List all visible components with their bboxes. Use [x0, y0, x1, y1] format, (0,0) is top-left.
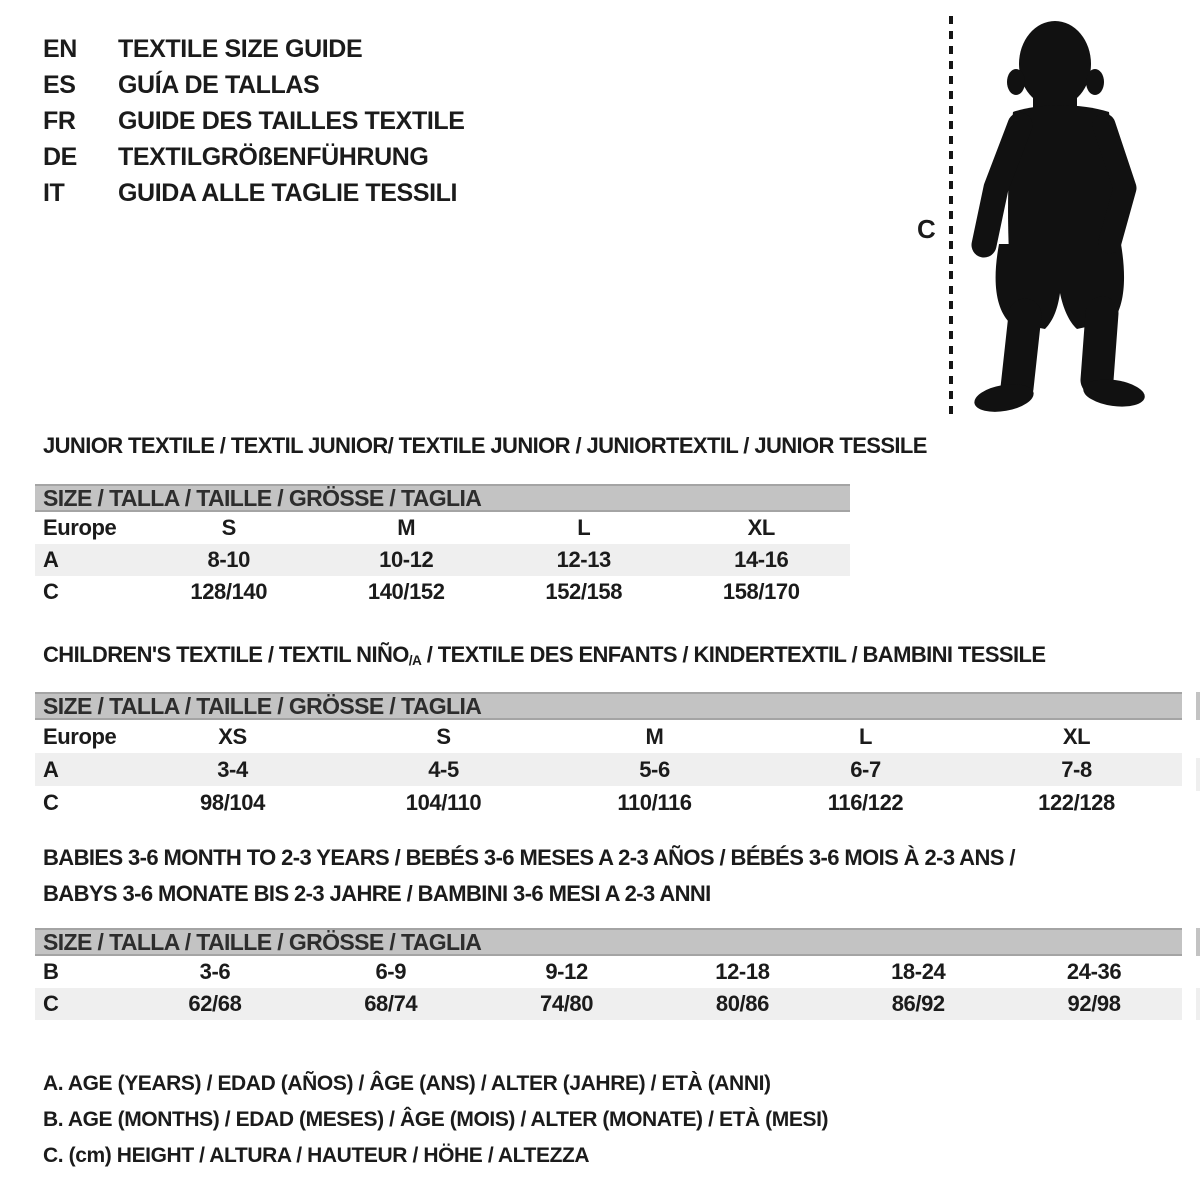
language-row-fr	[43, 103, 465, 139]
table-edge-sliver	[1196, 758, 1200, 791]
measure-c-label: C	[917, 214, 936, 244]
table-row-europe	[35, 720, 1182, 753]
row-label: B	[43, 959, 59, 984]
language-code: FR	[43, 106, 76, 135]
children-size-table	[35, 692, 1182, 819]
table-row-height	[35, 786, 1182, 819]
language-code: DE	[43, 142, 77, 171]
language-code: ES	[43, 70, 76, 99]
size-cell: S	[221, 515, 236, 540]
age-cell: 12-13	[556, 547, 611, 572]
children-title-sub: /A	[408, 653, 422, 668]
table-edge-sliver	[1196, 692, 1200, 720]
age-cell: 7-8	[1061, 756, 1092, 782]
months-cell: 3-6	[199, 959, 231, 984]
months-cell: 6-9	[375, 959, 407, 984]
table-edge-sliver	[1196, 988, 1200, 1020]
language-title: GUÍA DE TALLAS	[118, 70, 320, 99]
height-cell: 80/86	[715, 991, 769, 1016]
language-title: GUIDE DES TAILLES TEXTILE	[118, 106, 465, 135]
age-cell: 8-10	[207, 547, 250, 572]
row-label: A	[43, 547, 59, 572]
age-cell: 6-7	[850, 756, 881, 782]
height-cell: 104/110	[405, 789, 482, 815]
age-cell: 3-4	[217, 756, 248, 782]
row-label: Europe	[43, 723, 117, 749]
measurement-figure	[905, 10, 1185, 422]
legend-line-c: C. (cm) HEIGHT / ALTURA / HAUTEUR / HÖHE / ALTEZZA	[43, 1144, 590, 1167]
row-label: C	[43, 789, 59, 815]
height-cell: 140/152	[367, 579, 445, 604]
toddler-silhouette-icon	[963, 12, 1158, 417]
height-cell: 68/74	[364, 991, 418, 1016]
row-label: Europe	[43, 515, 117, 540]
row-label: A	[43, 756, 59, 782]
table-row-height	[35, 988, 1182, 1020]
size-header-band: SIZE / TALLA / TAILLE / GRÖSSE / TAGLIA	[35, 928, 1182, 956]
table-row-age	[35, 544, 850, 576]
legend-line-a: A. AGE (YEARS) / EDAD (AÑOS) / ÂGE (ANS) / ALTER (JAHRE) / ETÀ (ANNI)	[43, 1072, 771, 1095]
table-edge-sliver	[1196, 928, 1200, 956]
children-title-pre: CHILDREN'S TEXTILE / TEXTIL NIÑO	[43, 642, 409, 667]
months-cell: 18-24	[891, 959, 946, 984]
table-row-age	[35, 753, 1182, 786]
height-cell: 98/104	[200, 789, 265, 815]
height-cell: 62/68	[188, 991, 242, 1016]
language-title: TEXTILE SIZE GUIDE	[118, 34, 363, 63]
height-cell: 86/92	[891, 991, 945, 1016]
size-header-band: SIZE / TALLA / TAILLE / GRÖSSE / TAGLIA	[35, 484, 850, 512]
measurement-legend	[43, 1066, 828, 1174]
months-cell: 12-18	[715, 959, 770, 984]
size-cell: XS	[218, 723, 247, 749]
language-row-it	[43, 175, 465, 211]
language-row-de	[43, 139, 465, 175]
language-title: GUIDA ALLE TAGLIE TESSILI	[118, 178, 458, 207]
height-cell: 122/128	[1038, 789, 1115, 815]
months-cell: 24-36	[1066, 959, 1122, 984]
size-cell: XL	[1062, 723, 1091, 749]
size-cell: L	[577, 515, 591, 540]
table-row-height	[35, 576, 850, 608]
size-cell: M	[397, 515, 416, 540]
height-cell: 152/158	[545, 579, 623, 604]
age-cell: 14-16	[734, 547, 789, 572]
size-cell: XL	[747, 515, 775, 540]
junior-section-title: JUNIOR TEXTILE / TEXTIL JUNIOR/ TEXTILE JUNIOR / JUNIORTEXTIL / JUNIOR TESSILE	[43, 433, 927, 458]
table-row-europe	[35, 512, 850, 544]
height-cell: 158/170	[722, 579, 800, 604]
language-row-es	[43, 67, 465, 103]
size-cell: M	[645, 723, 664, 749]
height-cell: 92/98	[1067, 991, 1121, 1016]
language-title: TEXTILGRÖßENFÜHRUNG	[118, 142, 429, 171]
legend-line-b: B. AGE (MONTHS) / EDAD (MESES) / ÂGE (MOIS) / ALTER (MONATE) / ETÀ (MESI)	[43, 1108, 829, 1131]
months-cell: 9-12	[545, 959, 588, 984]
babies-section-title-line1: BABIES 3-6 MONTH TO 2-3 YEARS / BEBÉS 3-6 MESES A 2-3 AÑOS / BÉBÉS 3-6 MOIS À 2-3 ANS /	[43, 845, 1015, 870]
height-cell: 74/80	[540, 991, 594, 1016]
height-measure-line	[949, 16, 953, 418]
language-list	[43, 31, 465, 211]
age-cell: 4-5	[428, 756, 459, 782]
size-cell: S	[436, 723, 451, 749]
size-cell: L	[858, 723, 873, 749]
junior-size-table	[35, 484, 850, 608]
language-row-en	[43, 31, 465, 67]
size-header-band: SIZE / TALLA / TAILLE / GRÖSSE / TAGLIA	[35, 692, 1182, 720]
row-label: C	[43, 991, 59, 1016]
row-label: C	[43, 579, 59, 604]
babies-section-title-line2: BABYS 3-6 MONATE BIS 2-3 JAHRE / BAMBINI 3-6 MESI A 2-3 ANNI	[43, 881, 711, 906]
language-code: EN	[43, 34, 77, 63]
age-cell: 5-6	[639, 756, 670, 782]
age-cell: 10-12	[379, 547, 434, 572]
height-cell: 116/122	[827, 789, 904, 815]
babies-size-table	[35, 928, 1182, 1020]
table-row-months	[35, 956, 1182, 988]
language-code: IT	[43, 178, 65, 207]
height-cell: 110/116	[617, 789, 692, 815]
children-section-title	[43, 642, 1045, 668]
children-title-post: / TEXTILE DES ENFANTS / KINDERTEXTIL / BAMBINI TESSILE	[421, 642, 1046, 667]
height-cell: 128/140	[190, 579, 268, 604]
